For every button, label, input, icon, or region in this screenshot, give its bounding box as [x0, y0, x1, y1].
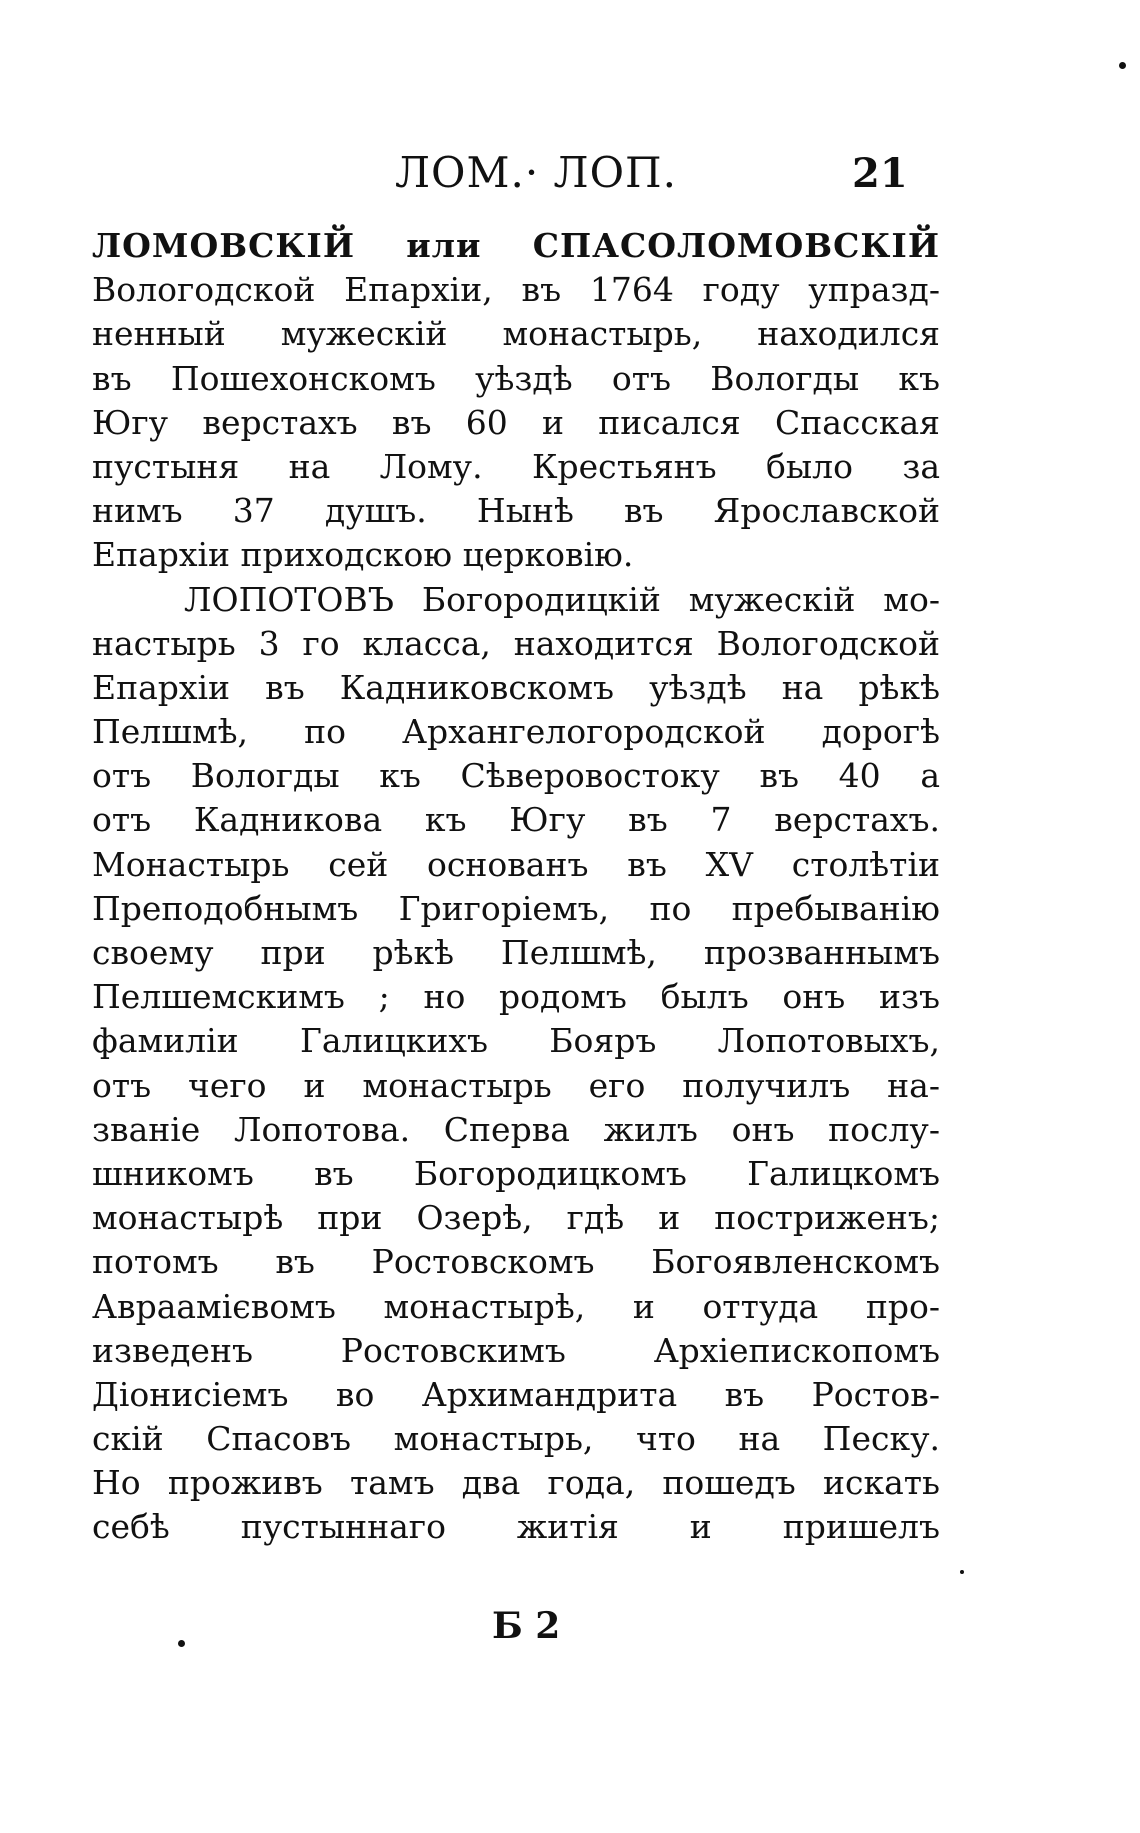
page-body: [92, 224, 940, 1550]
text-line: званіе Лопотова. Сперва жилъ онъ послу-: [92, 1109, 940, 1149]
text-line: ЛОПОТОВЪ Богородицкій мужескій мо-: [184, 579, 940, 619]
text-line: нимъ 37 душъ. Нынѣ въ Ярославской: [92, 491, 940, 531]
text-line: своему при рѣкѣ Пелшмѣ, прозваннымъ: [92, 933, 940, 972]
running-title: ЛОМ.· ЛОП.: [395, 148, 677, 197]
text-line: Епархіи въ Кадниковскомъ уѣздѣ на рѣкѣ: [92, 667, 940, 707]
text-line: ненный мужескій монастырь, находился: [92, 314, 940, 354]
text-line: потомъ въ Ростовскомъ Богоявленскомъ: [92, 1242, 940, 1282]
text-line: Югу верстахъ въ 60 и писался Спасская: [92, 402, 940, 442]
text-line: Преподобнымъ Григоріемъ, по пребыванію: [92, 888, 940, 928]
ink-speck: [1119, 62, 1126, 69]
text-line: отъ Кадникова къ Югу въ 7 верстахъ.: [92, 800, 940, 840]
ink-speck: [178, 1640, 185, 1647]
text-line: Діонисіемъ во Архимандрита въ Ростов-: [92, 1374, 940, 1414]
text-line: Но проживъ тамъ два года, пошедъ искать: [92, 1463, 940, 1503]
ink-speck: [960, 1570, 964, 1574]
entry-heading: ЛОМОВСКІЙ или СПАСОЛОМОВСКІЙ: [92, 226, 940, 265]
signature-mark: Б 2: [492, 1605, 561, 1647]
text-line: изведенъ Ростовскимъ Архіепископомъ: [92, 1330, 940, 1370]
text-line: въ Пошехонскомъ уѣздѣ отъ Вологды къ: [92, 358, 940, 398]
text-line: Вологодской Епархіи, въ 1764 году упразд-: [92, 270, 940, 310]
page-number: 21: [852, 150, 908, 197]
text-line: Пелшемскимъ ; но родомъ былъ онъ изъ: [92, 977, 940, 1017]
text-line: пустыня на Лому. Крестьянъ было за: [92, 446, 940, 486]
text-line: монастырѣ при Озерѣ, гдѣ и постриженъ;: [92, 1198, 940, 1238]
text-line: себѣ пустыннаго житія и пришелъ: [92, 1507, 940, 1547]
text-line: шникомъ въ Богородицкомъ Галицкомъ: [92, 1153, 940, 1193]
text-line: [92, 224, 940, 268]
text-line: Монастырь сей основанъ въ XV столѣтіи: [92, 844, 940, 884]
text-line: скій Спасовъ монастырь, что на Песку.: [92, 1419, 940, 1459]
text-line: Пелшмѣ, по Архангелогородской дорогѣ: [92, 712, 940, 752]
text-line: отъ Вологды къ Сѣверовостоку въ 40 а: [92, 756, 940, 796]
text-line: Авраамієвомъ монастырѣ, и оттуда про-: [92, 1286, 940, 1326]
text-line: фамиліи Галицкихъ Бояръ Лопотовыхъ,: [92, 1021, 940, 1061]
text-line: Епархіи приходскою церковію.: [92, 535, 634, 575]
text-line: отъ чего и монастырь его получилъ на-: [92, 1065, 940, 1105]
text-line: настырь 3 го класса, находится Вологодской: [92, 623, 940, 663]
